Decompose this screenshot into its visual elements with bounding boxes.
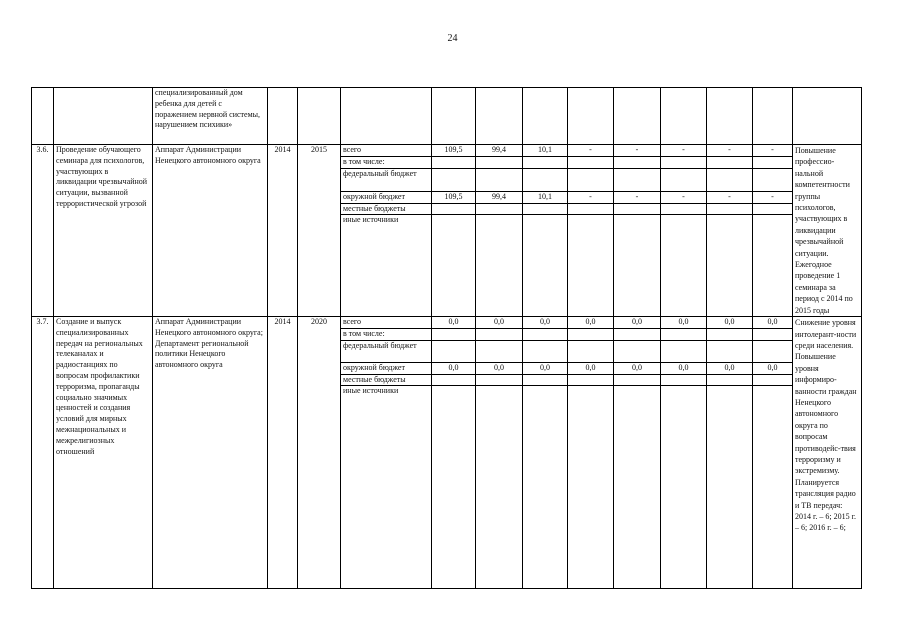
funding-value [523,203,568,215]
funding-value [753,157,793,169]
year-end: 2015 [298,145,341,317]
funding-row [32,317,862,329]
expected-result: Повышение профессио-нальной компетентности группы психологов, участвующих в ликвидации чрезвычайной ситуации. Ежегодное проведение 1 семинара за период с 2014 по 2015 годы [793,145,862,317]
funding-value [614,169,661,191]
funding-value [476,386,523,589]
funding-value: - [707,145,753,157]
funding-source: окружной бюджет [341,362,432,374]
page-number: 24 [447,33,458,44]
funding-source: в том числе: [341,329,432,341]
funding-value [753,340,793,362]
measure-name: Проведение обучающего семинара для психологов, участвующих в ликвидации чрезвычайной ситуации, вызванной террористической угрозой [54,145,153,317]
funding-value [476,203,523,215]
funding-value: 0,0 [476,362,523,374]
cell-empty [793,88,862,145]
funding-value: - [661,145,707,157]
funding-source: всего [341,317,432,329]
funding-value [614,203,661,215]
funding-value [753,169,793,191]
funding-value [707,374,753,386]
cell-empty [568,88,614,145]
funding-value: - [661,191,707,203]
cell-empty [268,88,298,145]
funding-value [614,329,661,341]
funding-value: 0,0 [614,317,661,329]
funding-value [753,203,793,215]
funding-value: - [568,145,614,157]
funding-value [661,340,707,362]
funding-value [476,169,523,191]
cell-empty [707,88,753,145]
funding-value: 0,0 [753,362,793,374]
cell-empty [54,88,153,145]
funding-value [432,386,476,589]
cell-empty [753,88,793,145]
funding-value: 99,4 [476,145,523,157]
funding-value [476,329,523,341]
funding-value [476,157,523,169]
year-start: 2014 [268,145,298,317]
funding-source: федеральный бюджет [341,340,432,362]
funding-value [568,329,614,341]
funding-value [661,374,707,386]
funding-value [476,340,523,362]
funding-value: 109,5 [432,145,476,157]
funding-source: всего [341,145,432,157]
funding-value [523,374,568,386]
funding-value: 0,0 [661,317,707,329]
funding-value [523,340,568,362]
funding-value: - [707,191,753,203]
funding-value [476,215,523,317]
funding-value [707,215,753,317]
funding-value [614,215,661,317]
cell-empty [32,88,54,145]
funding-value: 10,1 [523,191,568,203]
funding-value: 0,0 [432,317,476,329]
funding-value: 0,0 [476,317,523,329]
funding-value: - [568,191,614,203]
cell-empty [661,88,707,145]
funding-value [568,386,614,589]
funding-source: иные источники [341,215,432,317]
funding-value [614,386,661,589]
funding-value [661,169,707,191]
funding-value: - [753,191,793,203]
funding-value [707,203,753,215]
funding-value [432,340,476,362]
funding-value: 0,0 [568,362,614,374]
funding-value [614,340,661,362]
funding-source: местные бюджеты [341,203,432,215]
funding-value [568,169,614,191]
cell-empty [476,88,523,145]
funding-value [432,169,476,191]
funding-value: - [614,191,661,203]
funding-value [614,374,661,386]
funding-value: 109,5 [432,191,476,203]
cell-empty [523,88,568,145]
funding-value [753,329,793,341]
funding-value [523,215,568,317]
funding-value [661,329,707,341]
funding-value [614,157,661,169]
funding-value: - [614,145,661,157]
funding-value: 0,0 [523,362,568,374]
funding-value: 0,0 [707,362,753,374]
continuation-row [32,88,862,145]
funding-value: 10,1 [523,145,568,157]
funding-value [523,386,568,589]
funding-value: 0,0 [707,317,753,329]
funding-value [707,169,753,191]
funding-value [523,169,568,191]
funding-value [707,329,753,341]
year-start: 2014 [268,317,298,589]
cell-empty [341,88,432,145]
funding-value: 0,0 [661,362,707,374]
funding-source: в том числе: [341,157,432,169]
funding-value [523,329,568,341]
funding-source: федеральный бюджет [341,169,432,191]
funding-value [707,386,753,589]
funding-row [32,145,862,157]
expected-result: Снижение уровня интолерант-ности среди населения. Повышение уровня информиро-ванности граждан Ненецкого автономного округа по вопросам противодейс-твия терроризму и экстремизму. Планируется трансляция радио и ТВ передач: 2014 г. – 6; 2015 г. – 6; 2016 г. – 6; [793,317,862,589]
funding-value [753,386,793,589]
funding-value [661,215,707,317]
funding-value: 99,4 [476,191,523,203]
funding-value [432,157,476,169]
funding-value [661,386,707,589]
funding-value [707,340,753,362]
measure-name: Создание и выпуск специализированных передач на региональных телеканалах и радиостанциях по вопросам профилактики терроризма, пропаганды социально значимых ценностей и создания условий для мирных межнациональных и межрелигиозных отношений [54,317,153,589]
cell-empty [614,88,661,145]
funding-value [568,374,614,386]
funding-value [432,374,476,386]
funding-value [661,157,707,169]
funding-value [753,374,793,386]
funding-value [568,340,614,362]
funding-source: иные источники [341,386,432,589]
funding-source: окружной бюджет [341,191,432,203]
measure-executor: Аппарат Администрации Ненецкого автономного округа [153,145,268,317]
funding-value [476,374,523,386]
measure-number: 3.7. [32,317,54,589]
continuation-text: специализированный дом ребенка для детей с поражением нервной системы, нарушением психики» [153,88,268,145]
year-end: 2020 [298,317,341,589]
funding-value: 0,0 [523,317,568,329]
funding-source: местные бюджеты [341,374,432,386]
cell-empty [432,88,476,145]
funding-value [523,157,568,169]
funding-value: 0,0 [753,317,793,329]
funding-value: 0,0 [614,362,661,374]
measure-executor: Аппарат Администрации Ненецкого автономного округа; Департамент региональной политики Ненецкого автономного округа [153,317,268,589]
program-table [31,87,862,589]
funding-value [432,215,476,317]
measure-number: 3.6. [32,145,54,317]
funding-value [661,203,707,215]
funding-value: 0,0 [432,362,476,374]
funding-value [707,157,753,169]
funding-value [568,157,614,169]
funding-value [568,215,614,317]
funding-value: - [753,145,793,157]
funding-value [568,203,614,215]
funding-value [432,203,476,215]
funding-value: 0,0 [568,317,614,329]
cell-empty [298,88,341,145]
funding-value [753,215,793,317]
funding-value [432,329,476,341]
